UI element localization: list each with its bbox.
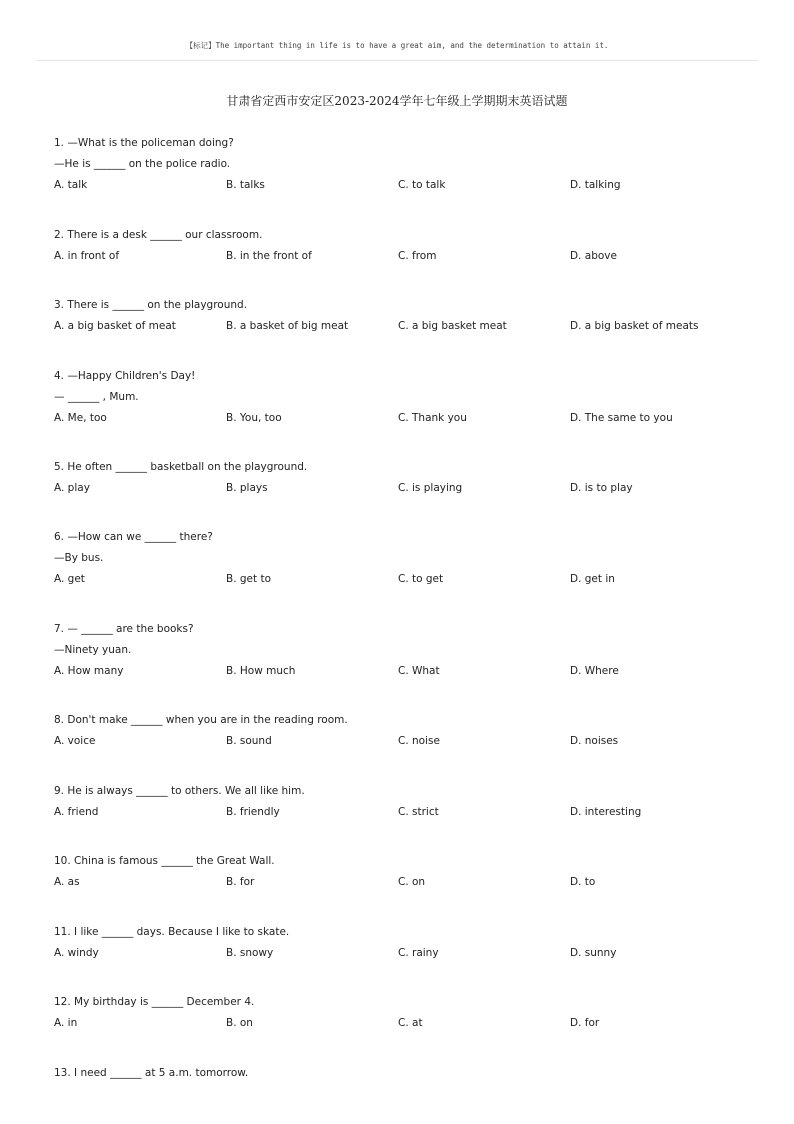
option-a: A. in front of xyxy=(54,250,120,262)
question-7 xyxy=(54,619,754,682)
option-c: C. strict xyxy=(398,806,439,818)
option-a: A. voice xyxy=(54,735,96,747)
document-title: 甘肃省定西市安定区2023-2024学年七年级上学期期末英语试题 xyxy=(226,94,568,108)
option-c: C. is playing xyxy=(398,482,463,494)
option-b: B. snowy xyxy=(226,947,274,959)
question-dialogue-line: —Ninety yuan. xyxy=(54,644,132,656)
question-dialogue-line: —By bus. xyxy=(54,552,104,564)
option-a: A. a big basket of meat xyxy=(54,320,176,332)
option-c: C. on xyxy=(398,876,426,888)
option-a: A. How many xyxy=(54,665,124,677)
options-row xyxy=(54,661,754,682)
option-d: D. is to play xyxy=(570,482,633,494)
header-divider xyxy=(36,60,758,61)
option-a: A. talk xyxy=(54,179,88,191)
option-b: B. sound xyxy=(226,735,272,747)
option-b: B. for xyxy=(226,876,255,888)
question-stem: 5. He often ______ basketball on the playground. xyxy=(54,461,308,473)
options-row xyxy=(54,408,754,429)
option-d: D. interesting xyxy=(570,806,642,818)
question-9 xyxy=(54,781,754,823)
question-4 xyxy=(54,366,754,429)
question-1 xyxy=(54,133,754,196)
option-c: C. to get xyxy=(398,573,444,585)
options-row xyxy=(54,316,754,337)
question-dialogue-line: —He is ______ on the police radio. xyxy=(54,158,231,170)
option-d: D. The same to you xyxy=(570,412,673,424)
options-row xyxy=(54,175,754,196)
option-c: C. Thank you xyxy=(398,412,467,424)
option-a: A. Me, too xyxy=(54,412,107,424)
question-stem: 11. I like ______ days. Because I like to skate. xyxy=(54,926,290,938)
question-6 xyxy=(54,527,754,590)
question-10 xyxy=(54,851,754,893)
header-motto: 【标记】The important thing in life is to have a great aim, and the determination to attain it. xyxy=(185,41,609,50)
question-stem: 8. Don't make ______ when you are in the reading room. xyxy=(54,714,348,726)
question-stem: 4. —Happy Children's Day! xyxy=(54,370,196,382)
option-b: B. How much xyxy=(226,665,296,677)
option-b: B. friendly xyxy=(226,806,280,818)
question-8 xyxy=(54,710,754,752)
option-b: B. on xyxy=(226,1017,253,1029)
option-d: D. sunny xyxy=(570,947,617,959)
option-d: D. for xyxy=(570,1017,600,1029)
option-b: B. plays xyxy=(226,482,268,494)
question-12 xyxy=(54,992,754,1034)
question-stem: 9. He is always ______ to others. We all like him. xyxy=(54,785,305,797)
question-dialogue-line: — ______ , Mum. xyxy=(54,391,139,403)
option-c: C. at xyxy=(398,1017,423,1029)
options-row xyxy=(54,802,754,823)
option-b: B. in the front of xyxy=(226,250,312,262)
option-d: D. get in xyxy=(570,573,615,585)
question-stem: 13. I need ______ at 5 a.m. tomorrow. xyxy=(54,1067,249,1079)
option-c: C. What xyxy=(398,665,440,677)
option-c: C. from xyxy=(398,250,437,262)
option-d: D. noises xyxy=(570,735,619,747)
option-b: B. get to xyxy=(226,573,271,585)
question-11 xyxy=(54,922,754,964)
options-row xyxy=(54,478,754,499)
question-5 xyxy=(54,457,754,499)
question-13 xyxy=(54,1063,754,1084)
options-row xyxy=(54,246,754,267)
option-a: A. windy xyxy=(54,947,99,959)
option-a: A. friend xyxy=(54,806,99,818)
question-stem: 12. My birthday is ______ December 4. xyxy=(54,996,255,1008)
option-a: A. get xyxy=(54,573,85,585)
option-d: D. a big basket of meats xyxy=(570,320,699,332)
question-3 xyxy=(54,295,754,337)
option-a: A. as xyxy=(54,876,80,888)
option-a: A. play xyxy=(54,482,90,494)
option-c: C. a big basket meat xyxy=(398,320,507,332)
options-row xyxy=(54,872,754,893)
option-d: D. to xyxy=(570,876,596,888)
question-stem: 1. —What is the policeman doing? xyxy=(54,137,234,149)
question-2 xyxy=(54,225,754,267)
option-c: C. rainy xyxy=(398,947,439,959)
options-row xyxy=(54,731,754,752)
option-c: C. noise xyxy=(398,735,440,747)
options-row xyxy=(54,569,754,590)
option-b: B. talks xyxy=(226,179,265,191)
question-stem: 7. — ______ are the books? xyxy=(54,623,194,635)
option-b: B. You, too xyxy=(226,412,282,424)
question-stem: 6. —How can we ______ there? xyxy=(54,531,213,543)
question-stem: 2. There is a desk ______ our classroom. xyxy=(54,229,263,241)
option-a: A. in xyxy=(54,1017,78,1029)
question-stem: 3. There is ______ on the playground. xyxy=(54,299,248,311)
option-d: D. talking xyxy=(570,179,621,191)
question-stem: 10. China is famous ______ the Great Wall. xyxy=(54,855,275,867)
option-b: B. a basket of big meat xyxy=(226,320,349,332)
option-c: C. to talk xyxy=(398,179,446,191)
option-d: D. above xyxy=(570,250,617,262)
option-d: D. Where xyxy=(570,665,619,677)
options-row xyxy=(54,1013,754,1034)
options-row xyxy=(54,943,754,964)
